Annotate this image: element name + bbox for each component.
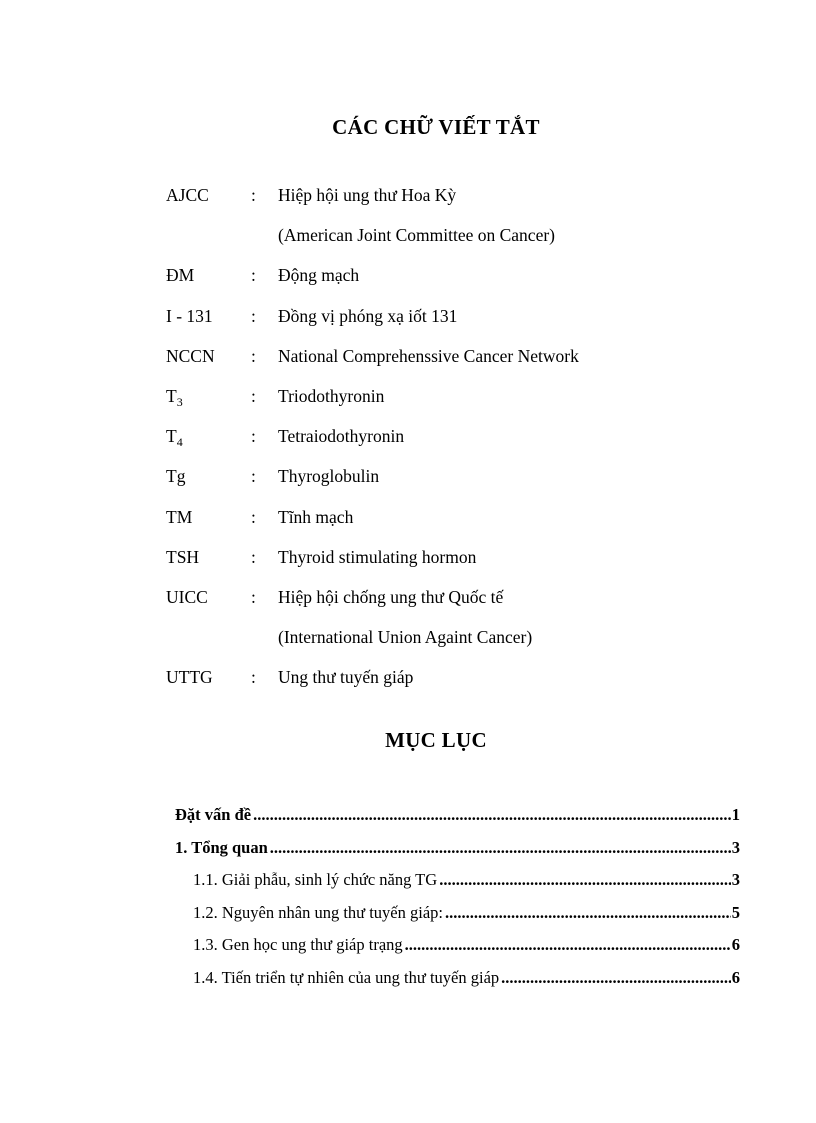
abbreviation-colon: : bbox=[251, 185, 256, 205]
toc-entry[interactable] bbox=[175, 803, 740, 836]
abbreviation-row bbox=[166, 506, 726, 546]
toc-entry-text: 1.3. Gen học ung thư giáp trạng bbox=[193, 935, 403, 955]
abbreviation-key: I - 131 bbox=[166, 305, 213, 326]
abbreviation-key: TSH bbox=[166, 546, 200, 567]
abbreviation-definition: Thyroglobulin bbox=[278, 466, 380, 487]
abbreviation-key: Tg bbox=[166, 466, 186, 487]
abbreviation-definition: Hiệp hội ung thư Hoa Kỳ bbox=[278, 185, 457, 205]
abbreviation-row bbox=[166, 305, 726, 345]
toc-entry-text: 1.2. Nguyên nhân ung thư tuyến giáp: bbox=[193, 902, 443, 922]
abbreviation-row bbox=[166, 465, 726, 505]
abbreviation-key: UICC bbox=[166, 586, 208, 607]
abbreviation-definition: Đồng vị phóng xạ iốt 131 bbox=[278, 305, 458, 326]
abbreviation-colon: : bbox=[251, 586, 256, 607]
abbreviation-colon: : bbox=[251, 385, 256, 406]
table-of-contents bbox=[175, 803, 740, 999]
toc-dot-leader bbox=[445, 901, 731, 925]
abbreviation-row bbox=[166, 626, 726, 666]
abbreviation-key: UTTG bbox=[166, 667, 213, 688]
toc-dot-leader bbox=[439, 868, 731, 892]
abbreviation-colon: : bbox=[251, 265, 256, 286]
abbreviation-colon: : bbox=[251, 345, 256, 366]
abbreviations-list bbox=[166, 184, 726, 706]
abbreviations-title: CÁC CHỮ VIẾT TẮT bbox=[332, 115, 540, 139]
toc-entry-text: Đặt vấn đề bbox=[175, 805, 252, 824]
abbreviation-definition: Triodothyronin bbox=[278, 385, 385, 406]
abbreviation-key: $T_3$ bbox=[166, 385, 183, 409]
toc-entry[interactable] bbox=[175, 901, 740, 934]
abbreviation-colon: : bbox=[251, 426, 256, 447]
toc-entry[interactable] bbox=[175, 966, 740, 999]
abbreviation-colon: : bbox=[251, 667, 256, 688]
abbreviation-row bbox=[166, 425, 726, 465]
abbreviation-row bbox=[166, 586, 726, 626]
toc-dot-leader bbox=[270, 836, 731, 860]
abbreviation-row bbox=[166, 345, 726, 385]
toc-page-number: 6 bbox=[731, 967, 740, 987]
abbreviation-definition: Tĩnh mạch bbox=[278, 506, 354, 527]
abbreviation-key: AJCC bbox=[166, 185, 209, 205]
abbreviation-row bbox=[166, 264, 726, 304]
toc-dot-leader bbox=[405, 933, 731, 957]
toc-entry-text: 1.1. Giải phẫu, sinh lý chức năng TG bbox=[193, 870, 438, 890]
abbreviation-colon: : bbox=[251, 305, 256, 326]
toc-entry[interactable] bbox=[175, 868, 740, 901]
abbreviation-key: $T_4$ bbox=[166, 426, 183, 450]
abbreviation-key: TM bbox=[166, 506, 193, 527]
abbreviation-definition: (International Union Againt Cancer) bbox=[278, 627, 533, 648]
abbreviation-definition: Hiệp hội chống ung thư Quốc tế bbox=[278, 586, 504, 607]
toc-title: MỤC LỤC bbox=[385, 728, 487, 752]
toc-dot-leader bbox=[501, 966, 731, 990]
toc-dot-leader bbox=[253, 803, 731, 827]
abbreviation-row bbox=[166, 385, 726, 425]
toc-page-number: 3 bbox=[731, 870, 740, 890]
abbreviation-definition: National Comprehenssive Cancer Network bbox=[278, 345, 579, 366]
abbreviation-row bbox=[166, 184, 726, 224]
abbreviation-definition: Thyroid stimulating hormon bbox=[278, 546, 477, 567]
abbreviation-row bbox=[166, 546, 726, 586]
abbreviation-colon: : bbox=[251, 506, 256, 527]
abbreviation-colon: : bbox=[251, 546, 256, 567]
toc-entry-text: 1. Tổng quan bbox=[175, 837, 268, 857]
abbreviation-row bbox=[166, 666, 726, 706]
abbreviation-definition: Tetraiodothyronin bbox=[278, 426, 405, 447]
toc-entry[interactable] bbox=[175, 933, 740, 966]
toc-entry[interactable] bbox=[175, 836, 740, 869]
abbreviation-colon: : bbox=[251, 466, 256, 487]
abbreviation-row bbox=[166, 224, 726, 264]
toc-page-number: 3 bbox=[731, 837, 740, 857]
toc-page-number: 1 bbox=[731, 805, 740, 824]
toc-page-number: 5 bbox=[731, 902, 740, 922]
toc-page-number: 6 bbox=[731, 935, 740, 955]
toc-entry-text: 1.4. Tiến triển tự nhiên của ung thư tuyến giáp bbox=[193, 967, 500, 987]
abbreviation-definition: Ung thư tuyến giáp bbox=[278, 667, 414, 688]
abbreviation-definition: Động mạch bbox=[278, 265, 360, 286]
abbreviation-definition: (American Joint Committee on Cancer) bbox=[278, 225, 556, 246]
abbreviation-key: NCCN bbox=[166, 345, 215, 366]
abbreviation-key: ĐM bbox=[166, 265, 195, 286]
